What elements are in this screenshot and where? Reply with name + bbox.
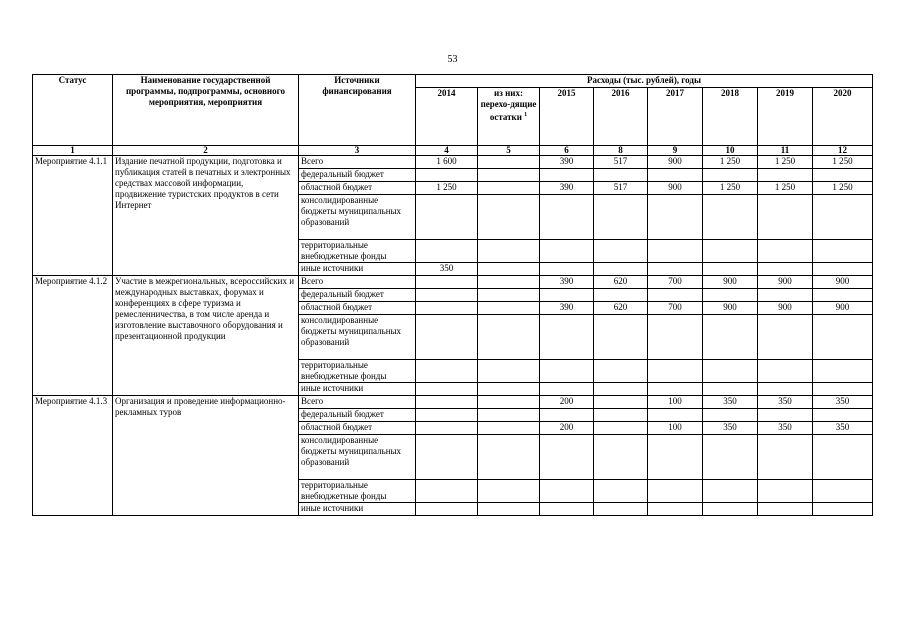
amount-2020 (813, 503, 873, 516)
table-row (33, 396, 873, 409)
amount-2014 (416, 383, 478, 396)
amount-2014 (416, 396, 478, 409)
amount-2020: 900 (813, 276, 873, 289)
amount-2014 (416, 435, 478, 480)
amount-2016 (594, 396, 648, 409)
amount-2016 (594, 195, 648, 240)
amount-2017: 700 (648, 276, 703, 289)
header-year-2014: 2014 (416, 88, 478, 146)
funding-source-offbudget: территориальные внебюджетные фонды (299, 360, 416, 383)
amount-carryover (478, 276, 540, 289)
funding-source-federal: федеральный бюджет (299, 409, 416, 422)
amount-2018 (703, 169, 758, 182)
page-number: 53 (447, 54, 458, 65)
amount-carryover (478, 503, 540, 516)
amount-2019: 900 (758, 302, 813, 315)
amount-2017 (648, 169, 703, 182)
header-year-2019: 2019 (758, 88, 813, 146)
amount-2016 (594, 383, 648, 396)
header-status: Статус (33, 75, 113, 146)
amount-2015 (540, 195, 594, 240)
amount-2016 (594, 289, 648, 302)
amount-2017 (648, 360, 703, 383)
amount-2020 (813, 195, 873, 240)
amount-2017 (648, 263, 703, 276)
funding-source-other: иные источники (299, 503, 416, 516)
table-row (33, 276, 873, 289)
amount-2018 (703, 315, 758, 360)
amount-2018 (703, 195, 758, 240)
event-status: Мероприятие 4.1.1 (33, 156, 113, 276)
header-carryover-footnote: 1 (524, 112, 528, 118)
header-year-2017: 2017 (648, 88, 703, 146)
amount-2016 (594, 315, 648, 360)
amount-2015 (540, 503, 594, 516)
amount-carryover (478, 480, 540, 503)
amount-2016: 620 (594, 276, 648, 289)
amount-2019 (758, 263, 813, 276)
amount-2019 (758, 195, 813, 240)
amount-2018: 1 250 (703, 182, 758, 195)
amount-2020 (813, 480, 873, 503)
amount-2018 (703, 409, 758, 422)
amount-2018 (703, 503, 758, 516)
amount-2019 (758, 435, 813, 480)
event-name: Издание печатной продукции, подготовка и публикация статей в печатных и электронных средствах массовой информации, продвижение туристских продуктов в сети Интернет (113, 156, 299, 276)
amount-2018 (703, 435, 758, 480)
event-status: Мероприятие 4.1.2 (33, 276, 113, 396)
funding-source-regional: областной бюджет (299, 182, 416, 195)
amount-2017 (648, 409, 703, 422)
amount-carryover (478, 263, 540, 276)
amount-2017 (648, 195, 703, 240)
amount-2015 (540, 289, 594, 302)
amount-carryover (478, 289, 540, 302)
amount-2015: 390 (540, 182, 594, 195)
amount-2020 (813, 383, 873, 396)
funding-source-offbudget: территориальные внебюджетные фонды (299, 240, 416, 263)
column-number: 9 (648, 146, 703, 156)
amount-carryover (478, 240, 540, 263)
header-year-2020: 2020 (813, 88, 873, 146)
amount-2017 (648, 480, 703, 503)
header-carryover-label: перехо-дящие остатки (480, 99, 537, 122)
amount-carryover (478, 396, 540, 409)
amount-2018: 1 250 (703, 156, 758, 169)
amount-2020 (813, 435, 873, 480)
amount-2019 (758, 360, 813, 383)
amount-2020 (813, 263, 873, 276)
amount-2015 (540, 360, 594, 383)
amount-2016 (594, 360, 648, 383)
amount-2017: 100 (648, 422, 703, 435)
table-body (33, 156, 873, 516)
amount-2014: 350 (416, 263, 478, 276)
amount-2019 (758, 480, 813, 503)
amount-carryover (478, 422, 540, 435)
column-number: 10 (703, 146, 758, 156)
column-number: 1 (33, 146, 113, 156)
amount-2015: 390 (540, 302, 594, 315)
amount-2017: 100 (648, 396, 703, 409)
amount-2017 (648, 503, 703, 516)
amount-2017 (648, 289, 703, 302)
column-number: 2 (113, 146, 299, 156)
column-number: 3 (299, 146, 416, 156)
header-carryover (478, 88, 540, 146)
amount-2019 (758, 289, 813, 302)
amount-2020 (813, 240, 873, 263)
amount-2015: 390 (540, 276, 594, 289)
amount-2014 (416, 276, 478, 289)
amount-2014 (416, 409, 478, 422)
amount-2014 (416, 169, 478, 182)
funding-source-municipal: консолидированные бюджеты муниципальных образований (299, 195, 416, 240)
amount-carryover (478, 182, 540, 195)
amount-2020 (813, 289, 873, 302)
amount-2014 (416, 422, 478, 435)
amount-2018 (703, 240, 758, 263)
header-year-2016: 2016 (594, 88, 648, 146)
column-number: 6 (540, 146, 594, 156)
amount-2019 (758, 383, 813, 396)
header-name: Наименование государственной программы, подпрограммы, основного мероприятия, мероприятия (113, 75, 299, 146)
amount-2015: 200 (540, 422, 594, 435)
amount-2019: 350 (758, 396, 813, 409)
amount-2014: 1 250 (416, 182, 478, 195)
amount-2019 (758, 240, 813, 263)
amount-2016 (594, 435, 648, 480)
funding-source-regional: областной бюджет (299, 302, 416, 315)
amount-2015 (540, 383, 594, 396)
amount-2014 (416, 240, 478, 263)
amount-2018 (703, 263, 758, 276)
amount-2014 (416, 360, 478, 383)
amount-carryover (478, 156, 540, 169)
amount-2018: 350 (703, 422, 758, 435)
header-of-which: из них: (494, 88, 523, 98)
amount-2014 (416, 315, 478, 360)
amount-2016 (594, 169, 648, 182)
funding-source-other: иные источники (299, 263, 416, 276)
header-expenses: Расходы (тыс. рублей), годы (416, 75, 873, 88)
amount-carryover (478, 435, 540, 480)
column-number: 5 (478, 146, 540, 156)
amount-2019 (758, 409, 813, 422)
amount-2015 (540, 169, 594, 182)
budget-table (32, 74, 873, 516)
amount-2014 (416, 480, 478, 503)
amount-2015 (540, 240, 594, 263)
funding-source-offbudget: территориальные внебюджетные фонды (299, 480, 416, 503)
event-status: Мероприятие 4.1.3 (33, 396, 113, 516)
amount-2015 (540, 409, 594, 422)
event-name: Организация и проведение информационно-рекламных туров (113, 396, 299, 516)
amount-2018: 350 (703, 396, 758, 409)
amount-2014 (416, 503, 478, 516)
amount-2020 (813, 409, 873, 422)
amount-2016 (594, 409, 648, 422)
amount-2016 (594, 480, 648, 503)
amount-2018 (703, 360, 758, 383)
amount-2014 (416, 195, 478, 240)
amount-2017: 900 (648, 156, 703, 169)
amount-carryover (478, 409, 540, 422)
amount-2017 (648, 315, 703, 360)
amount-2018: 900 (703, 302, 758, 315)
amount-2019: 1 250 (758, 156, 813, 169)
amount-carryover (478, 383, 540, 396)
amount-carryover (478, 169, 540, 182)
header-year-2015: 2015 (540, 88, 594, 146)
amount-carryover (478, 195, 540, 240)
amount-carryover (478, 315, 540, 360)
amount-carryover (478, 302, 540, 315)
amount-2018 (703, 480, 758, 503)
amount-2020 (813, 360, 873, 383)
amount-2020: 900 (813, 302, 873, 315)
amount-2019 (758, 315, 813, 360)
amount-carryover (478, 360, 540, 383)
amount-2018: 900 (703, 276, 758, 289)
amount-2016: 517 (594, 156, 648, 169)
amount-2016 (594, 263, 648, 276)
amount-2014 (416, 302, 478, 315)
funding-source-total: Всего (299, 396, 416, 409)
amount-2018 (703, 289, 758, 302)
amount-2015: 390 (540, 156, 594, 169)
funding-source-federal: федеральный бюджет (299, 169, 416, 182)
funding-source-other: иные источники (299, 383, 416, 396)
event-name: Участие в межрегиональных, всероссийских и международных выставках, форумах и конференциях в сфере туризма и ремесленничества, в том числе аренда и изготовление выставочного оборудования и презентационной продукции (113, 276, 299, 396)
funding-source-municipal: консолидированные бюджеты муниципальных образований (299, 435, 416, 480)
funding-source-total: Всего (299, 156, 416, 169)
amount-2015: 200 (540, 396, 594, 409)
amount-2019: 900 (758, 276, 813, 289)
amount-2020 (813, 315, 873, 360)
amount-2016 (594, 422, 648, 435)
amount-2016: 620 (594, 302, 648, 315)
amount-2017 (648, 383, 703, 396)
amount-2015 (540, 480, 594, 503)
funding-source-municipal: консолидированные бюджеты муниципальных образований (299, 315, 416, 360)
amount-2017 (648, 240, 703, 263)
amount-2015 (540, 435, 594, 480)
header-year-2018: 2018 (703, 88, 758, 146)
amount-2020: 350 (813, 422, 873, 435)
funding-source-total: Всего (299, 276, 416, 289)
amount-2020: 350 (813, 396, 873, 409)
amount-2015 (540, 263, 594, 276)
header-sources: Источники финансирования (299, 75, 416, 146)
column-number: 12 (813, 146, 873, 156)
amount-2017: 700 (648, 302, 703, 315)
amount-2019 (758, 169, 813, 182)
table-row (33, 156, 873, 169)
amount-2019: 1 250 (758, 182, 813, 195)
amount-2016: 517 (594, 182, 648, 195)
amount-2018 (703, 383, 758, 396)
amount-2016 (594, 240, 648, 263)
amount-2020 (813, 169, 873, 182)
amount-2016 (594, 503, 648, 516)
amount-2020: 1 250 (813, 182, 873, 195)
funding-source-regional: областной бюджет (299, 422, 416, 435)
amount-2015 (540, 315, 594, 360)
funding-source-federal: федеральный бюджет (299, 289, 416, 302)
amount-2014 (416, 289, 478, 302)
column-number: 11 (758, 146, 813, 156)
amount-2020: 1 250 (813, 156, 873, 169)
amount-2019: 350 (758, 422, 813, 435)
column-number: 8 (594, 146, 648, 156)
column-number: 4 (416, 146, 478, 156)
amount-2014: 1 600 (416, 156, 478, 169)
amount-2017: 900 (648, 182, 703, 195)
amount-2017 (648, 435, 703, 480)
amount-2019 (758, 503, 813, 516)
